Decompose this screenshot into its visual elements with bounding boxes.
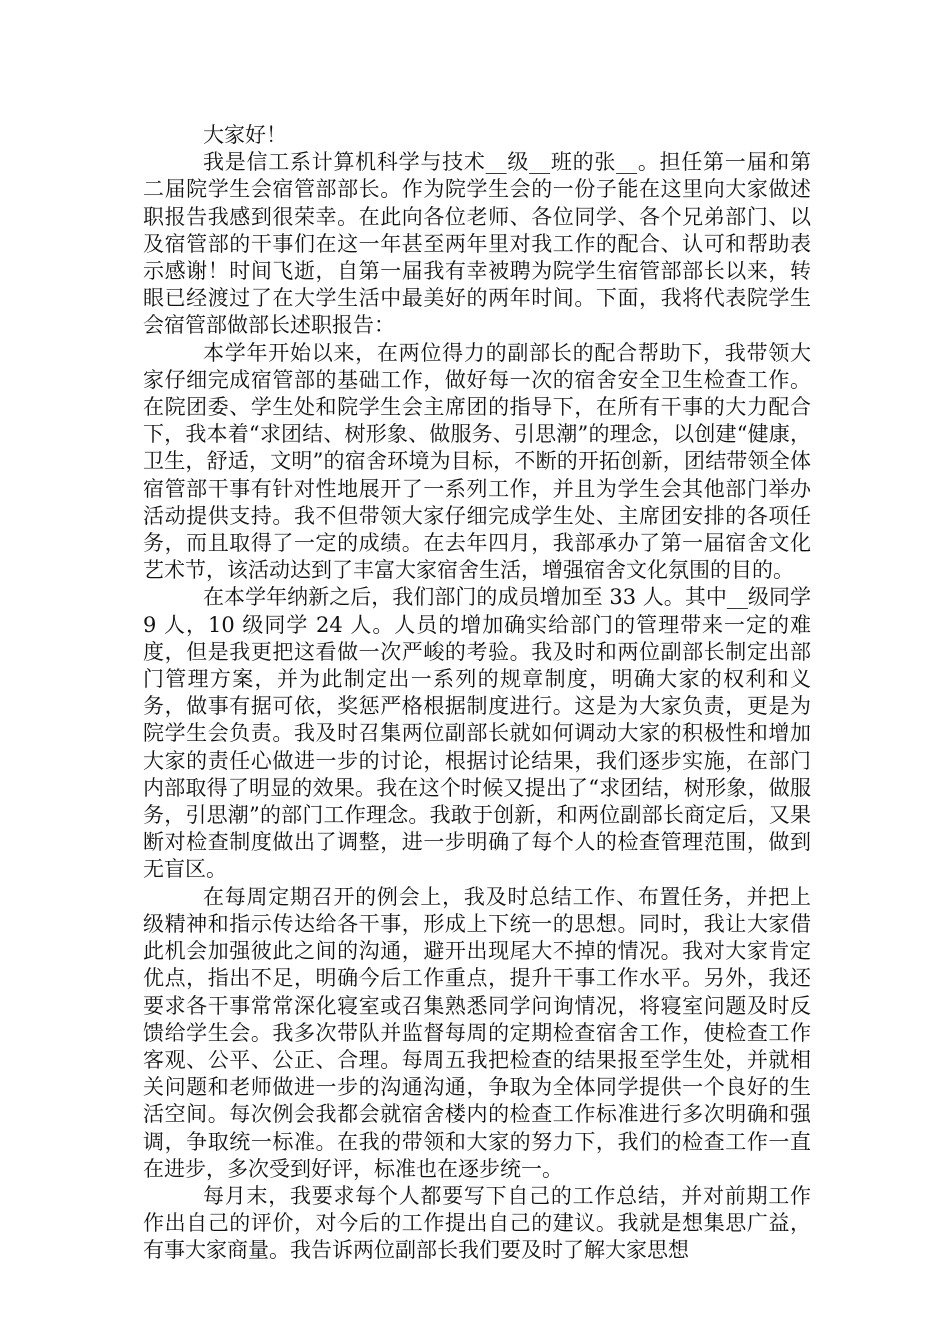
greeting-line: 大家好！ bbox=[203, 123, 287, 147]
paragraph-monthly-summary: 每月末，我要求每个人都要写下自己的工作总结，并对前期工作作出自己的评价，对今后的工作提出自己的建议。我就是想集思广益，有事大家商量。我告诉两位副部长我们要及时了解大家思想 bbox=[143, 1183, 811, 1263]
report-body bbox=[143, 122, 811, 1265]
paragraph-weekly-meetings: 在每周定期召开的例会上，我及时总结工作、布置任务，并把上级精神和指示传达给各干事，形成上下统一的思想。同时，我让大家借此机会加强彼此之间的沟通，避开出现尾大不掉的情况。我对大家肯定优点，指出不足，明确今后工作重点，提升干事工作水平。另外，我还要求各干事常常深化寝室或召集熟悉同学问询情况，将寝室问题及时反馈给学生会。我多次带队并监督每周的定期检查宿舍工作，使检查工作客观、公平、公正、合理。每周五我把检查的结果报至学生处，并就相关问题和老师做进一步的沟通沟通，争取为全体同学提供一个良好的生活空间。每次例会我都会就宿舍楼内的检查工作标准进行多次明确和强调，争取统一标准。在我的带领和大家的努力下，我们的检查工作一直在进步，多次受到好评，标准也在逐步统一。 bbox=[143, 884, 811, 1181]
paragraph-new-members: 在本学年纳新之后，我们部门的成员增加至 33 人。其中__级同学 9 人，10 级同学 24 人。人员的增加确实给部门的管理带来一定的难度，但是我更把这看做一次严峻的考验。我及时和两位副部长制定出部门管理方案，并为此制定出一系列的规章制度，明确大家的权利和义务，做事有据可依，奖惩严格根据制度进行。这是为大家负责，更是为院学生会负责。我及时召集两位副部长就如何调动大家的积极性和增加大家的责任心做进一步的讨论，根据讨论结果，我们逐步实施，在部门内部取得了明显的效果。我在这个时候又提出了“求团结，树形象，做服务，引思潮”的部门工作理念。我敢于创新，和两位副部长商定后，又果断对检查制度做出了调整，进一步明确了每个人的检查管理范围，做到无盲区。 bbox=[143, 585, 811, 882]
paragraph-basic-work: 本学年开始以来，在两位得力的副部长的配合帮助下，我带领大家仔细完成宿管部的基础工作，做好每一次的宿舍安全卫生检查工作。在院团委、学生处和院学生会主席团的指导下，在所有干事的大力配合下，我本着“求团结、树形象、做服务、引思潮”的理念，以创建“健康，卫生，舒适，文明”的宿舍环境为目标，不断的开拓创新，团结带领全体宿管部干事有针对性地展开了一系列工作，并且为学生会其他部门举办活动提供支持。我不但带领大家仔细完成学生处、主席团安排的各项任务，而且取得了一定的成绩。在去年四月，我部承办了第一届宿舍文化艺术节，该活动达到了丰富大家宿舍生活，增强宿舍文化氛围的目的。 bbox=[143, 340, 811, 583]
paragraph-introduction: 我是信工系计算机科学与技术__级__班的张__。担任第一届和第二届院学生会宿管部部长。作为院学生会的一份子能在这里向大家做述职报告我感到很荣幸。在此向各位老师、各位同学、各个兄弟部门、以及宿管部的干事们在这一年甚至两年里对我工作的配合、认可和帮助表示感谢！时间飞逝，自第一届我有幸被聘为院学生宿管部部长以来，转眼已经渡过了在大学生活中最美好的两年时间。下面，我将代表院学生会宿管部做部长述职报告： bbox=[143, 150, 811, 338]
